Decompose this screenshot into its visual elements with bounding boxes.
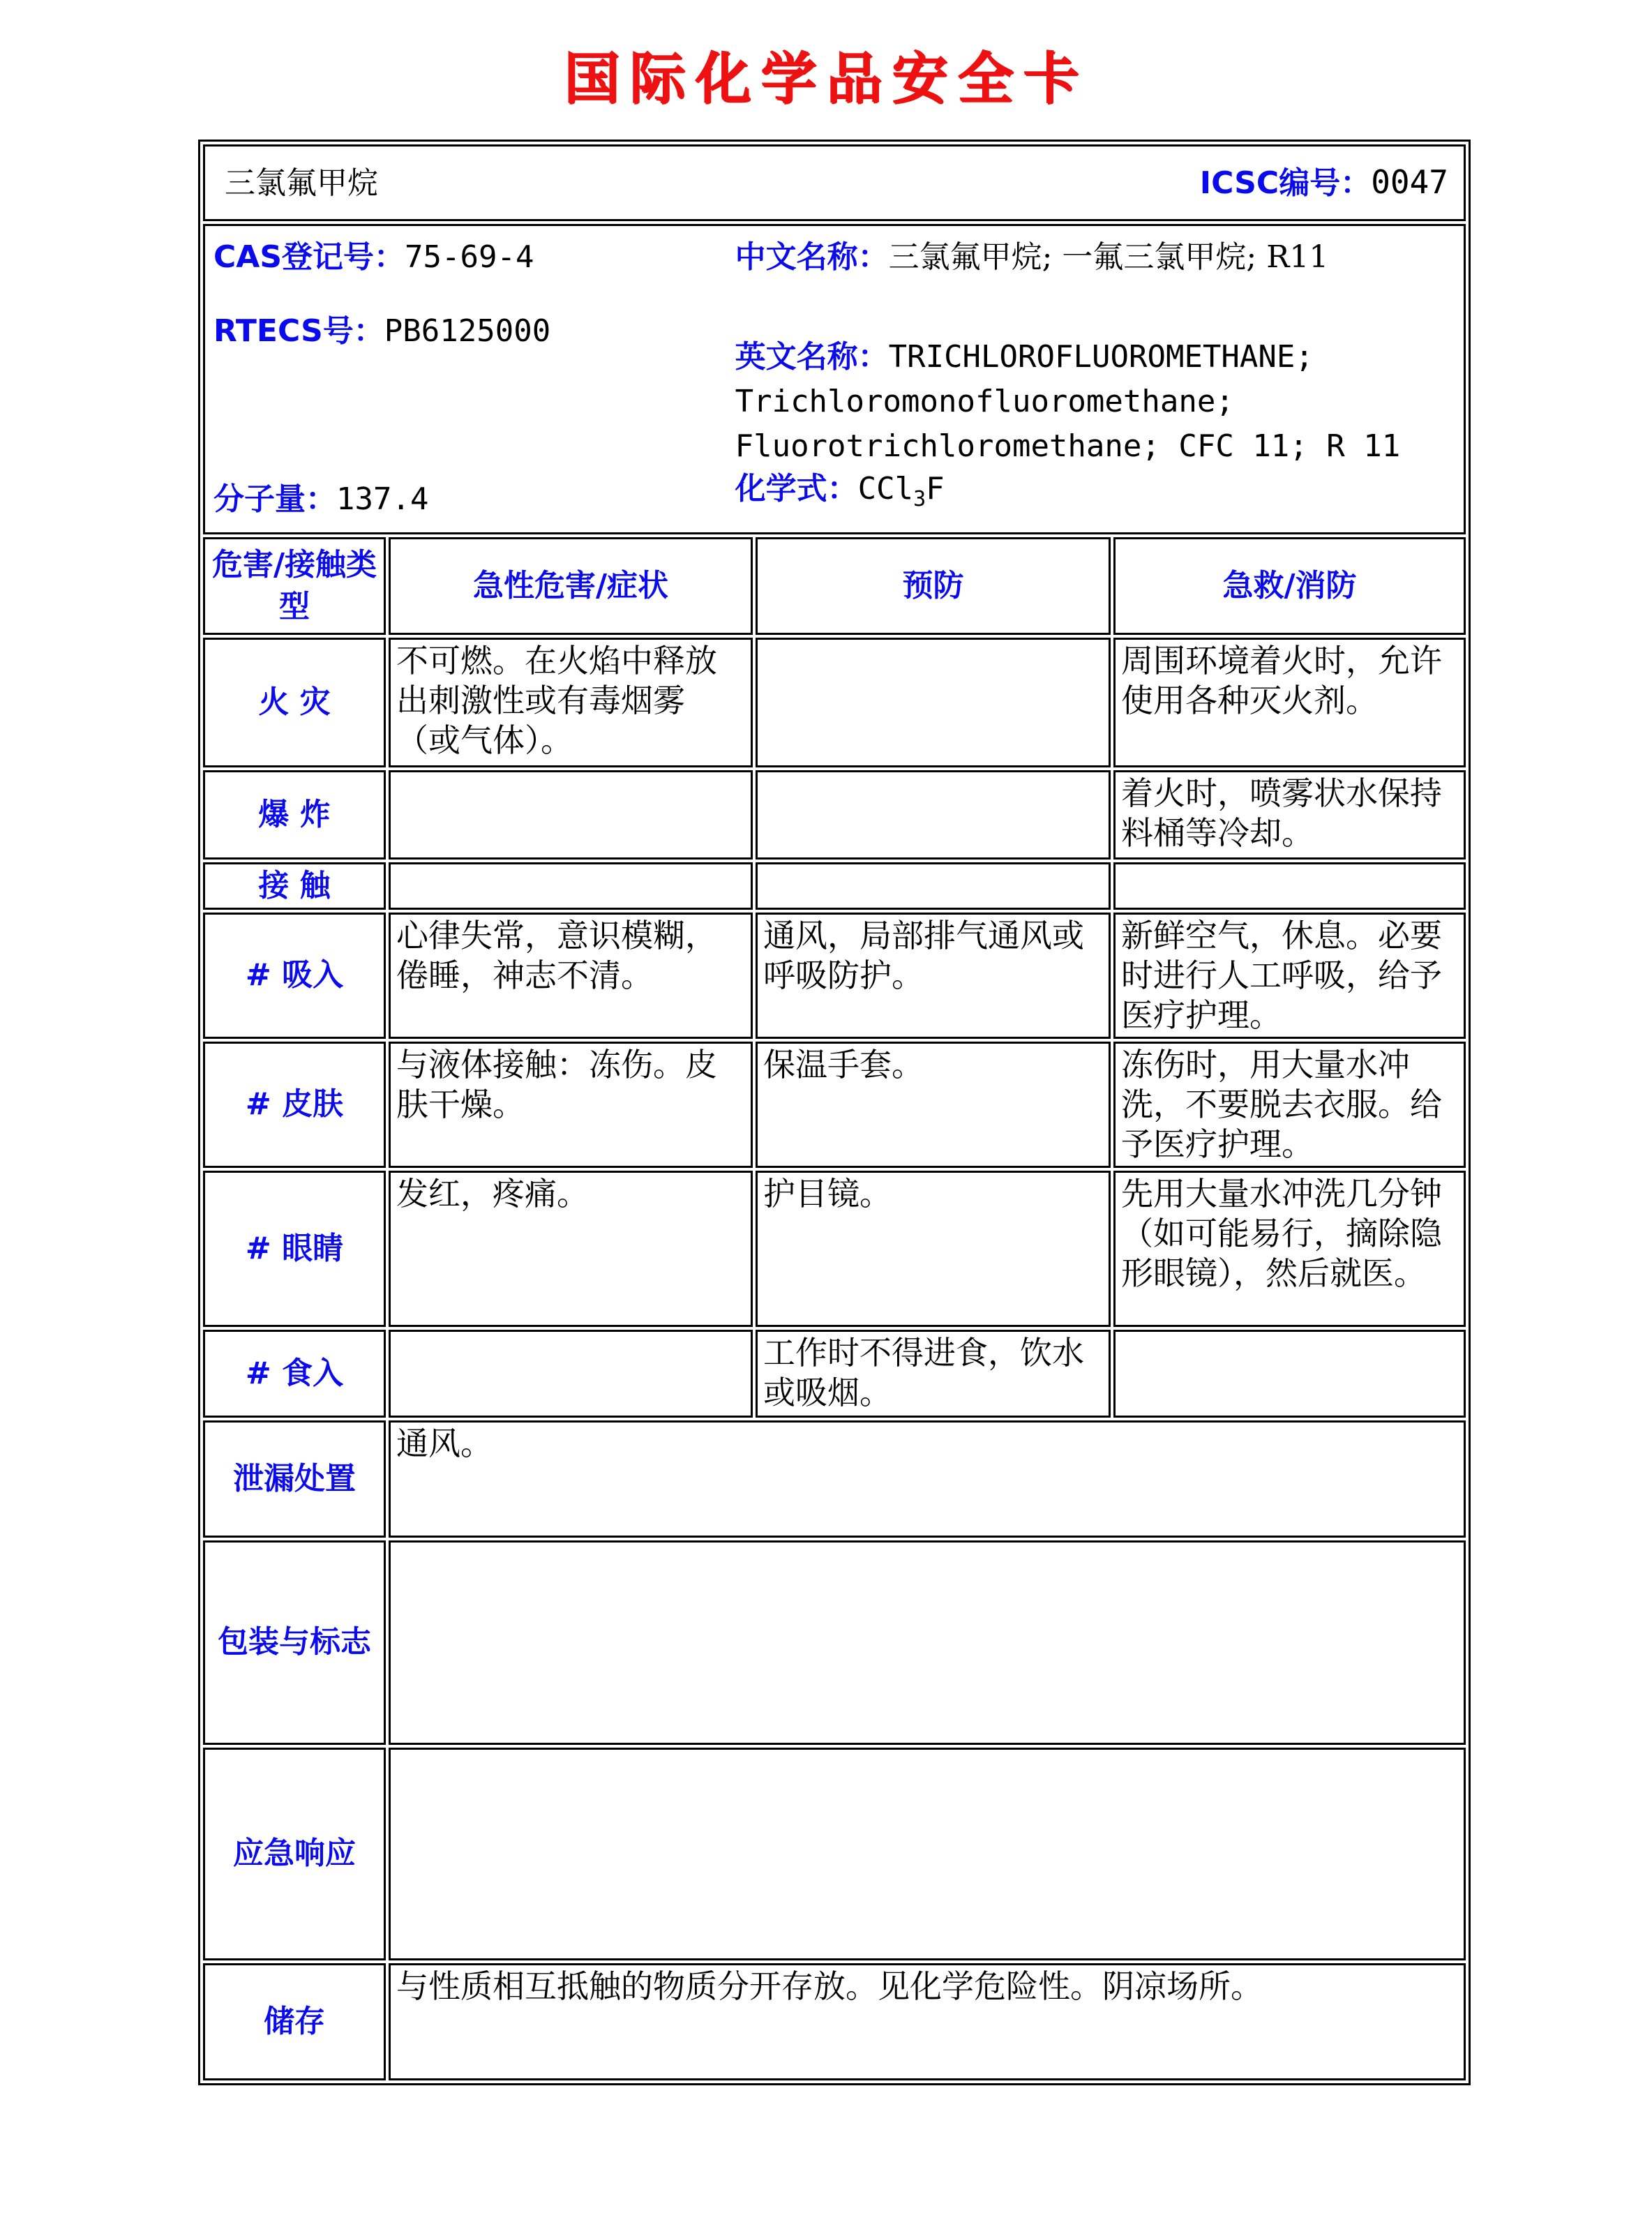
rtecs-number-line	[213, 311, 735, 352]
storage-type-label: 储存	[203, 1963, 386, 2080]
chinese-name-line	[735, 237, 1455, 278]
explosion-first-aid-cell: 着火时，喷雾状水保持料桶等冷却。	[1113, 770, 1466, 860]
spillage-type-label: 泄漏处置	[203, 1420, 386, 1538]
eyes-prevention-cell: 护目镜。	[756, 1171, 1111, 1327]
rtecs-label: RTECS号：	[213, 313, 384, 349]
chinese-name-value: 三氯氟甲烷; 一氟三氯甲烷; R11	[888, 239, 1329, 275]
inhalation-first-aid-cell: 新鲜空气，休息。必要时进行人工呼吸，给予医疗护理。	[1113, 913, 1466, 1039]
ingestion-first-aid-cell	[1113, 1330, 1466, 1418]
ingestion-type-label: # 食入	[203, 1330, 386, 1418]
skin-type-label: # 皮肤	[203, 1042, 386, 1168]
english-name-line3: Fluorotrichloromethane; CFC 11; R 11	[735, 428, 1401, 464]
table-row-skin	[203, 1042, 1466, 1168]
explosion-prevention-cell	[756, 770, 1111, 860]
fire-first-aid-cell: 周围环境着火时，允许使用各种灭火剂。	[1113, 638, 1466, 767]
cas-label: CAS登记号：	[213, 239, 405, 275]
cas-number-line	[213, 237, 735, 278]
icsc-number-group	[1200, 163, 1458, 203]
emergency-content-cell	[389, 1748, 1466, 1960]
table-row-packaging	[203, 1540, 1466, 1745]
identity-row	[203, 224, 1466, 534]
name-row	[203, 144, 1466, 221]
explosion-symptoms-cell	[389, 770, 753, 860]
rtecs-value: PB6125000	[384, 313, 551, 349]
eyes-type-label: # 眼睛	[203, 1171, 386, 1327]
skin-symptoms-cell: 与液体接触：冻伤。皮肤干燥。	[389, 1042, 753, 1168]
contact-symptoms-cell	[389, 862, 753, 910]
inhalation-prevention-cell: 通风，局部排气通风或呼吸防护。	[756, 913, 1111, 1039]
table-row-ingestion	[203, 1330, 1466, 1418]
english-name-line1: TRICHLOROFLUOROMETHANE;	[888, 339, 1314, 375]
english-name-line2: Trichloromonofluoromethane;	[735, 384, 1234, 419]
fire-symptoms-cell: 不可燃。在火焰中释放出刺激性或有毒烟雾（或气体）。	[389, 638, 753, 767]
packaging-type-label: 包装与标志	[203, 1540, 386, 1745]
icsc-number-label: ICSC编号：	[1199, 165, 1372, 201]
inhalation-type-label: # 吸入	[203, 913, 386, 1039]
identity-left-column	[213, 237, 735, 520]
table-row-eyes	[203, 1171, 1466, 1327]
header-hazard-type: 危害/接触类型	[203, 537, 386, 635]
skin-prevention-cell: 保温手套。	[756, 1042, 1111, 1168]
table-row-spillage	[203, 1420, 1466, 1538]
table-row-contact	[203, 862, 1466, 910]
skin-first-aid-cell: 冻伤时，用大量水冲洗，不要脱去衣服。给予医疗护理。	[1113, 1042, 1466, 1168]
explosion-type-label: 爆 炸	[203, 770, 386, 860]
formula-value: CCl$_3$F	[857, 471, 945, 511]
emergency-type-label: 应急响应	[203, 1748, 386, 1960]
eyes-symptoms-cell: 发红，疼痛。	[389, 1171, 753, 1327]
ingestion-symptoms-cell	[389, 1330, 753, 1418]
contact-type-label: 接 触	[203, 862, 386, 910]
ingestion-prevention-cell: 工作时不得进食，饮水或吸烟。	[756, 1330, 1111, 1418]
header-first-aid: 急救/消防	[1113, 537, 1466, 635]
name-row-cell	[203, 144, 1466, 221]
molecular-weight-value: 137.4	[336, 481, 429, 517]
table-row-storage	[203, 1963, 1466, 2080]
inhalation-symptoms-cell: 心律失常，意识模糊，倦睡，神志不清。	[389, 913, 753, 1039]
molecular-weight-line	[213, 479, 735, 520]
substance-name: 三氯氟甲烷	[225, 165, 378, 201]
table-row-explosion	[203, 770, 1466, 860]
fire-type-label: 火 灾	[203, 638, 386, 767]
page-title: 国际化学品安全卡	[564, 46, 1088, 111]
contact-first-aid-cell	[1113, 862, 1466, 910]
icsc-card-table	[198, 140, 1471, 2085]
table-row-inhalation	[203, 913, 1466, 1039]
eyes-first-aid-cell: 先用大量水冲洗几分钟（如可能易行，摘除隐形眼镜），然后就医。	[1113, 1171, 1466, 1327]
english-name-label: 英文名称：	[735, 339, 889, 375]
spillage-content-cell: 通风。	[389, 1420, 1466, 1538]
identity-cell	[203, 224, 1466, 534]
fire-prevention-cell	[756, 638, 1111, 767]
icsc-number-value: 0047	[1371, 163, 1448, 201]
formula-line	[735, 469, 1455, 520]
formula-label: 化学式：	[735, 471, 858, 507]
molecular-weight-label: 分子量：	[213, 481, 336, 517]
contact-prevention-cell	[756, 862, 1111, 910]
table-row-fire	[203, 638, 1466, 767]
storage-content-cell: 与性质相互抵触的物质分开存放。见化学危险性。阴凉场所。	[389, 1963, 1466, 2080]
table-row-emergency	[203, 1748, 1466, 1960]
cas-value: 75-69-4	[405, 239, 534, 275]
packaging-content-cell	[389, 1540, 1466, 1745]
english-name-block	[735, 335, 1455, 469]
chinese-name-label: 中文名称：	[735, 239, 889, 275]
identity-right-column	[735, 237, 1455, 520]
header-prevention: 预防	[756, 537, 1111, 635]
header-symptoms: 急性危害/症状	[389, 537, 753, 635]
hazard-table-header-row	[203, 537, 1466, 635]
